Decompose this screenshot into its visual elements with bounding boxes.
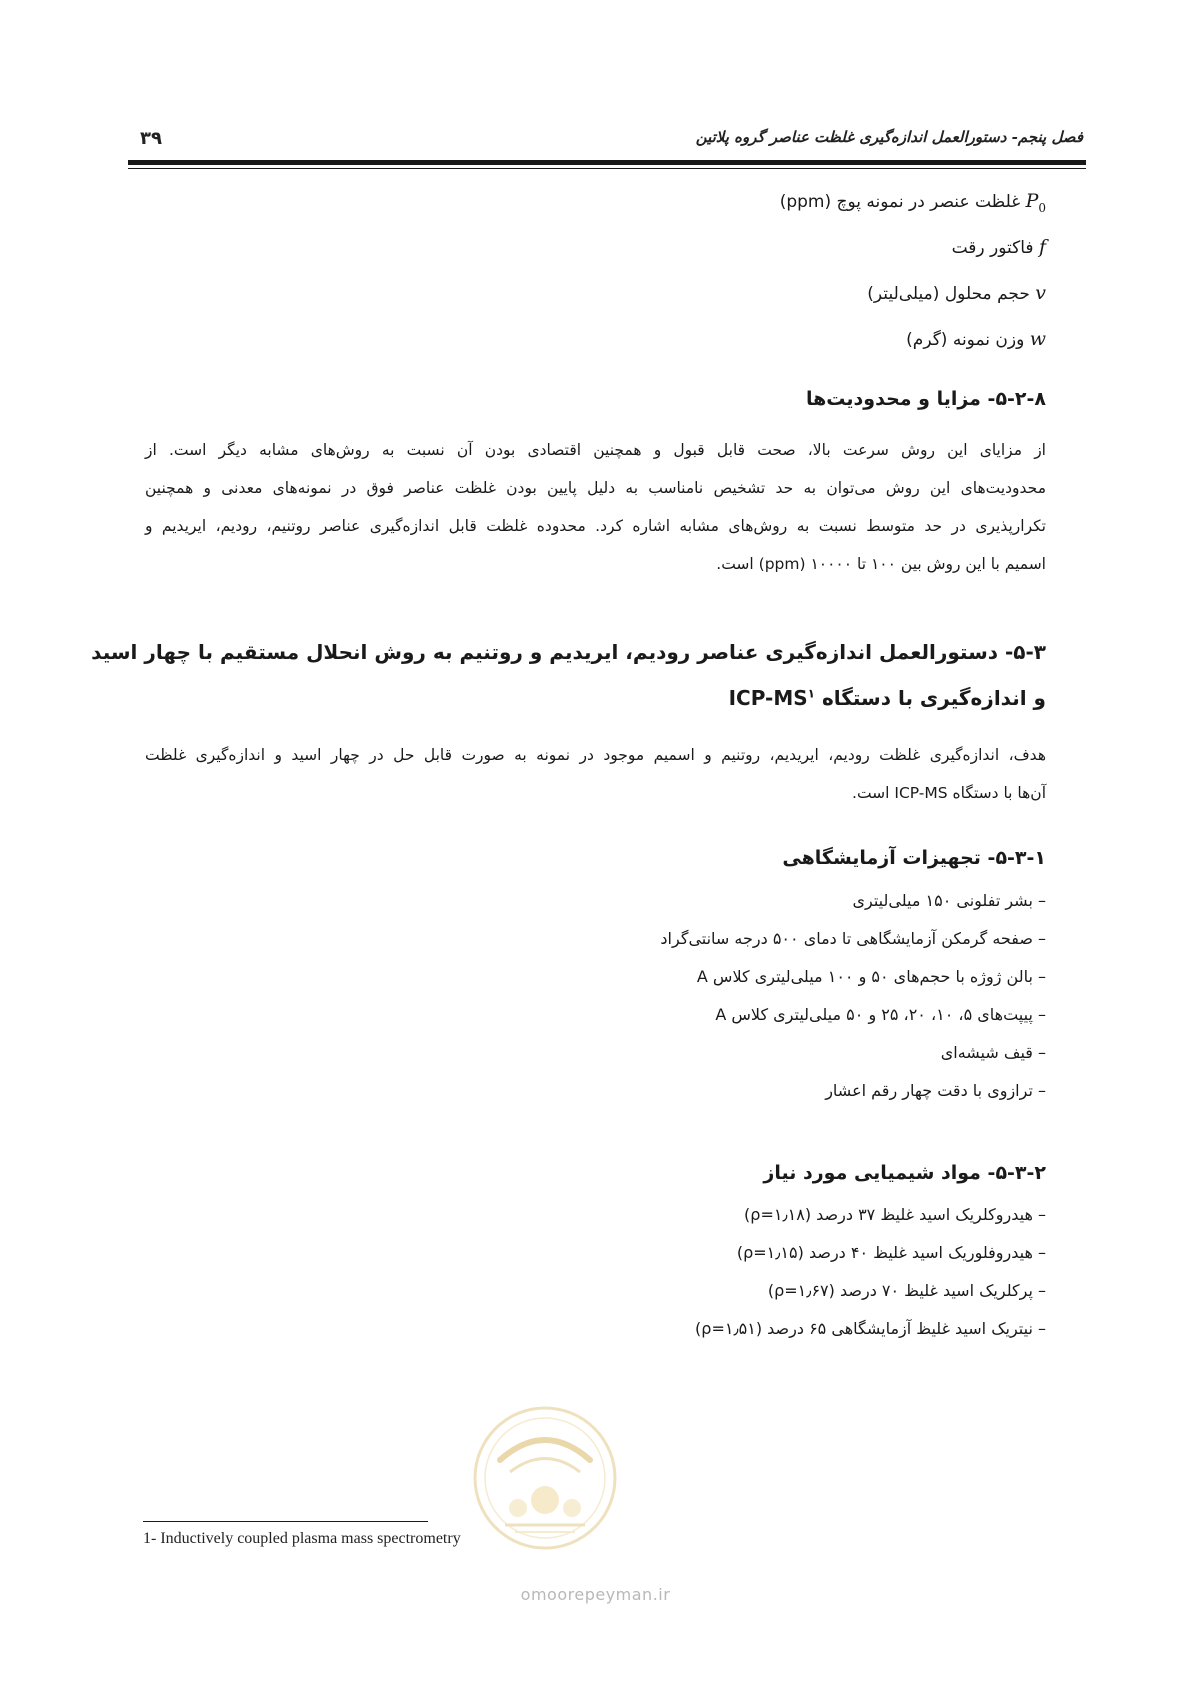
variable-symbol: $P_0$ [1025,190,1046,215]
variable-def [906,328,1046,350]
paragraph-line: محدودیت‌های این روش می‌توان به حد تشخیص نامناسب به دلیل پایین بودن غلظت عناصر فوق در نمونه‌های معدنی و همچنین [145,479,1046,497]
paragraph-purpose [145,736,1046,812]
variable-symbol: w [1029,328,1046,350]
list-item: – هیدروفلوریک اسید غلیظ ۴۰ درصد (ρ=۱٫۱۵) [736,1243,1046,1262]
paragraph-line: از مزایای این روش سرعت بالا، صحت قابل قبول و همچنین اقتصادی بودن آن نسبت به روش‌های مشابه دیگر است. از [145,441,1046,459]
list-item: – بالن ژوژه با حجم‌های ۵۰ و ۱۰۰ میلی‌لیتری کلاس A [696,967,1046,986]
chapter-title: فصل پنجم- دستورالعمل اندازه‌گیری غلظت عناصر گروه پلاتین [695,128,1083,146]
section-heading: ۵-۳-۱- تجهیزات آزمایشگاهی [782,847,1046,869]
section-heading: ۵-۲-۸- مزایا و محدودیت‌ها [805,388,1046,410]
variable-description: وزن نمونه (گرم) [906,330,1025,350]
equipment-list [660,882,1046,1110]
variable-def [780,190,1046,215]
variable-symbol: v [1035,282,1046,304]
footnote-rule [143,1521,428,1522]
list-item: – پرکلریک اسید غلیظ ۷۰ درصد (ρ=۱٫۶۷) [767,1281,1046,1300]
variable-description: حجم محلول (میلی‌لیتر) [867,284,1030,304]
paragraph-line: تکرارپذیری در حد متوسط نسبت به روش‌های مشابه اشاره کرد. محدوده غلظت قابل اندازه‌گیری عناصر روتنیم، رودیم، ایریدیم و [145,517,1046,535]
variable-def [867,282,1046,304]
footnote-ref: ۱ [807,686,815,701]
list-item: – قیف شیشه‌ای [940,1043,1046,1062]
page-number: ۳۹ [140,128,162,149]
list-item: – ترازوی با دقت چهار رقم اعشار [825,1081,1046,1100]
footnote: 1- Inductively coupled plasma mass spectrometry [143,1530,461,1547]
paragraph-line: هدف، اندازه‌گیری غلظت رودیم، ایریدیم، روتنیم و اسمیم موجود در نمونه به صورت قابل حل در چهار اسید و اندازه‌گیری غلظت [145,746,1046,764]
header-rule-thin [128,168,1086,169]
paragraph-line: آن‌ها با دستگاه ICP-MS است. [852,784,1046,802]
list-item: – نیتریک اسید غلیظ آزمایشگاهی ۶۵ درصد (ρ=۱٫۵۱) [695,1319,1046,1338]
variable-description: غلظت عنصر در نمونه پوچ (ppm) [779,192,1021,212]
main-heading-line1: ۵-۳- دستورالعمل اندازه‌گیری عناصر رودیم، ایریدیم و روتنیم به روش انحلال مستقیم با چهار اسید [91,640,1046,664]
watermark-logo [470,1400,620,1555]
section-heading: ۵-۳-۲- مواد شیمیایی مورد نیاز [763,1162,1046,1184]
paragraph-advantages [145,431,1046,583]
chemicals-list [695,1196,1046,1348]
main-heading-line2: و اندازه‌گیری با دستگاه ICP-$MS^۱$ [728,686,1046,710]
list-item: – بشر تفلونی ۱۵۰ میلی‌لیتری [852,891,1046,910]
paragraph-line: اسمیم با این روش بین ۱۰۰ تا ۱۰۰۰۰ (ppm) است. [716,555,1046,573]
header-rule [128,160,1086,165]
variable-def [952,236,1046,258]
variable-description: فاکتور رقت [951,238,1034,258]
watermark-site: omoorepeyman.ir [520,1585,671,1604]
list-item: – پیپت‌های ۵، ۱۰، ۲۰، ۲۵ و ۵۰ میلی‌لیتری کلاس A [715,1005,1046,1024]
list-item: – صفحه گرمکن آزمایشگاهی تا دمای ۵۰۰ درجه سانتی‌گراد [660,929,1046,948]
list-item: – هیدروکلریک اسید غلیظ ۳۷ درصد (ρ=۱٫۱۸) [744,1205,1046,1224]
variable-symbol: f [1038,236,1046,258]
